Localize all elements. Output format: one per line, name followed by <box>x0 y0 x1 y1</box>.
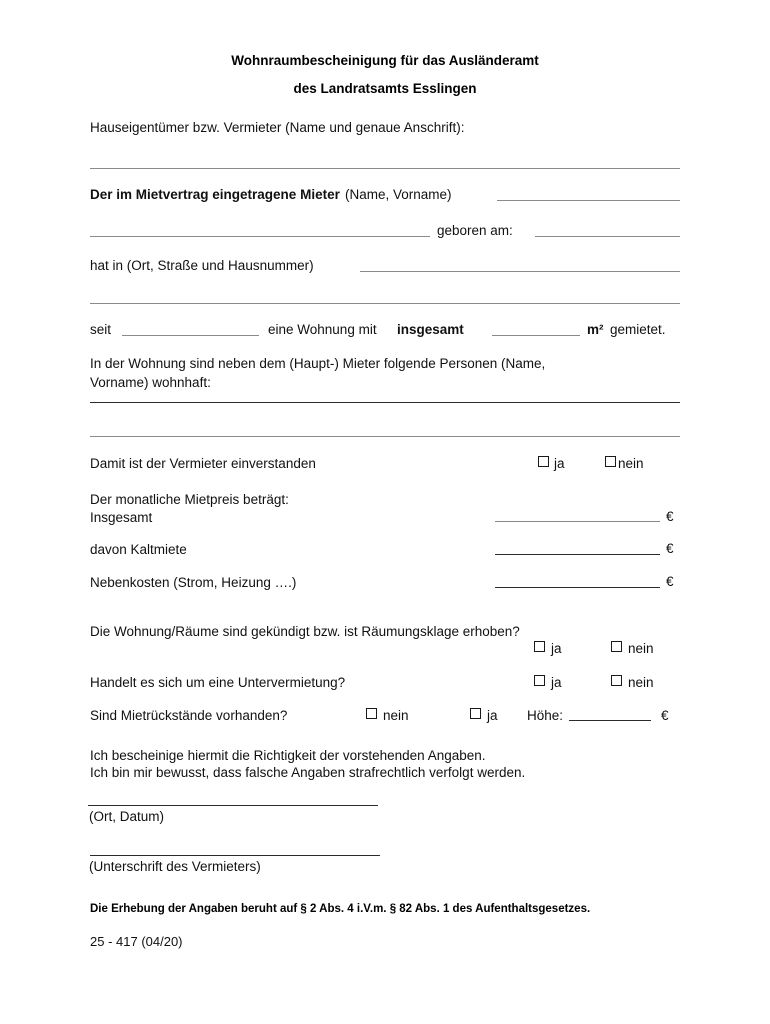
arrears-currency: € <box>661 708 669 723</box>
legal-note: Die Erhebung der Angaben beruht auf § 2 Abs. 4 i.V.m. § 82 Abs. 1 des Aufenthaltsgesetzes. <box>90 903 591 915</box>
place-date-line[interactable] <box>88 805 378 806</box>
extra-costs-line[interactable] <box>495 587 660 588</box>
signature-line[interactable] <box>90 855 380 856</box>
rented-label: gemietet. <box>610 322 666 337</box>
page-title-line2: des Landratsamts Esslingen <box>293 81 477 96</box>
rent-heading: Der monatliche Mietpreis beträgt: <box>90 492 289 507</box>
place-date-label: (Ort, Datum) <box>89 809 165 824</box>
question-2-no-label: nein <box>628 675 654 690</box>
declaration-line1: Ich bescheinige hiermit die Richtigkeit der vorstehenden Angaben. <box>90 748 486 763</box>
extra-costs-label: Nebenkosten (Strom, Heizung ….) <box>90 575 297 590</box>
page-title-line1: Wohnraumbescheinigung für das Ausländeramt <box>231 53 539 68</box>
consent-question: Damit ist der Vermieter einverstanden <box>90 456 316 471</box>
consent-yes-checkbox[interactable] <box>538 456 549 467</box>
rent-total-currency: € <box>666 509 674 524</box>
question-2-yes-label: ja <box>551 675 562 690</box>
tenant-label-rest: (Name, Vorname) <box>345 187 452 202</box>
question-2-yes-checkbox[interactable] <box>534 675 545 686</box>
rent-total-line[interactable] <box>495 521 660 522</box>
question-2-no-checkbox[interactable] <box>611 675 622 686</box>
total-label: insgesamt <box>397 322 464 337</box>
apartment-with-label: eine Wohnung mit <box>268 322 377 337</box>
address-line-2[interactable] <box>90 303 680 304</box>
question-1-yes-label: ja <box>551 641 562 656</box>
rent-total-label: Insgesamt <box>90 510 153 525</box>
arrears-amount-line[interactable] <box>569 720 651 721</box>
cold-rent-label: davon Kaltmiete <box>90 542 187 557</box>
tenant-name-line[interactable] <box>497 200 680 201</box>
occupants-label-line2: Vorname) wohnhaft: <box>90 375 211 390</box>
question-3-yes-label: ja <box>487 708 498 723</box>
question-1-text: Die Wohnung/Räume sind gekündigt bzw. ist Räumungsklage erhoben? <box>90 624 520 639</box>
total-area-line[interactable] <box>492 335 580 336</box>
consent-yes-label: ja <box>554 456 565 471</box>
form-number: 25 - 417 (04/20) <box>90 934 183 949</box>
occupants-line-2[interactable] <box>90 436 680 437</box>
birthdate-line[interactable] <box>535 236 680 237</box>
extra-costs-currency: € <box>666 574 674 589</box>
question-1-no-checkbox[interactable] <box>611 641 622 652</box>
arrears-amount-label: Höhe: <box>527 708 564 723</box>
landlord-label: Hauseigentümer bzw. Vermieter (Name und genaue Anschrift): <box>90 120 465 135</box>
question-3-text: Sind Mietrückstände vorhanden? <box>90 708 288 723</box>
consent-no-checkbox[interactable] <box>605 456 616 467</box>
tenant-label-bold: Der im Mietvertrag eingetragene Mieter <box>90 187 340 202</box>
question-2-text: Handelt es sich um eine Untervermietung? <box>90 675 346 690</box>
question-3-no-checkbox[interactable] <box>366 708 377 719</box>
signature-label: (Unterschrift des Vermieters) <box>89 859 261 874</box>
declaration-line2: Ich bin mir bewusst, dass falsche Angaben strafrechtlich verfolgt werden. <box>90 765 526 780</box>
question-1-no-label: nein <box>628 641 654 656</box>
occupants-label-line1: In der Wohnung sind neben dem (Haupt-) Mieter folgende Personen (Name, <box>90 356 546 371</box>
address-line-1[interactable] <box>360 271 680 272</box>
question-1-yes-checkbox[interactable] <box>534 641 545 652</box>
address-label: hat in (Ort, Straße und Hausnummer) <box>90 258 314 273</box>
since-label: seit <box>90 322 112 337</box>
landlord-address-line[interactable] <box>90 168 680 169</box>
consent-no-label: nein <box>618 456 644 471</box>
question-3-no-label: nein <box>383 708 409 723</box>
since-date-line[interactable] <box>122 335 259 336</box>
tenant-name-line-2[interactable] <box>90 236 430 237</box>
cold-rent-currency: € <box>666 541 674 556</box>
area-unit-label: m² <box>587 322 604 337</box>
occupants-line-1[interactable] <box>90 402 680 403</box>
question-3-yes-checkbox[interactable] <box>470 708 481 719</box>
cold-rent-line[interactable] <box>495 554 660 555</box>
birthdate-label: geboren am: <box>437 223 513 238</box>
